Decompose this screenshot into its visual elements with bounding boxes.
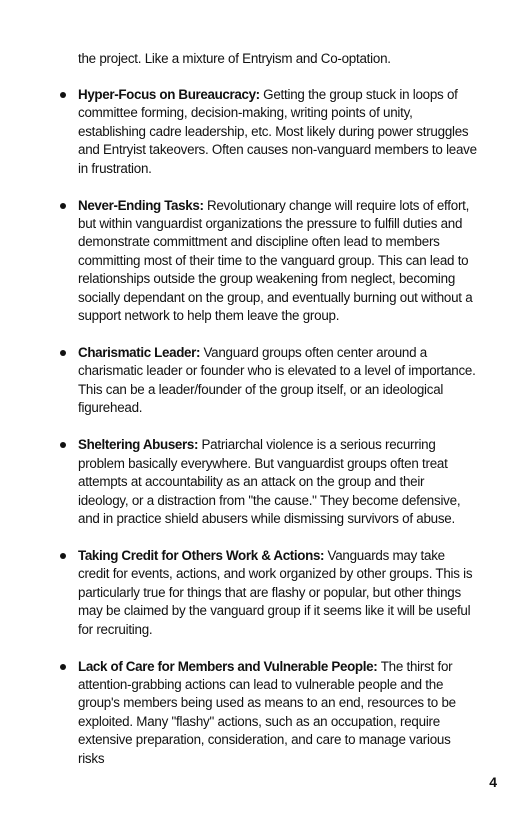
item-term: Hyper-Focus on Bureaucracy: (78, 87, 264, 102)
list-item (0, 547, 478, 639)
bullet-icon (60, 664, 66, 670)
list-item (0, 658, 478, 768)
item-text: Revolutionary change will require lots of effort, but within vanguardist organizations the pressure to fulfill duties and demonstrate committment and discipline often lead to members committing most of their time to the vanguard group. This can lead to relationships outside the group weakening from neglect, becoming socially dependant on the group, and eventually burning out without a support network to help them leave the group. (78, 197, 473, 324)
list-item (0, 86, 478, 178)
bullet-icon (60, 92, 66, 98)
item-term: Sheltering Abusers: (78, 437, 202, 453)
item-text: Vanguard groups often center around a charismatic leader or founder who is elevated to a level of importance. This can be a leader/founder of the group itself, or an ideological figurehead. (78, 345, 476, 416)
page-number: 4 (489, 774, 497, 790)
intro-paragraph: the project. Like a mixture of Entryism and Co-optation. (78, 51, 391, 66)
item-text: Vanguards may take credit for events, actions, and work organized by other groups. This is particularly true for things that are flashy or popular, but other things may be claimed by the vanguard group if it seems like it will be useful for recruiting. (78, 547, 473, 637)
item-term: Taking Credit for Others Work & Actions: (78, 547, 328, 563)
item-text: Getting the group stuck in loops of committee forming, decision-making, writing points of unity, establishing cadre leadership, etc. Most likely during power struggles and Entryist takeovers. Often causes non-vanguard members to leave in frustration. (78, 87, 477, 176)
item-term: Charismatic Leader: (78, 345, 204, 361)
bullet-icon (60, 442, 66, 448)
list-item (0, 344, 478, 418)
item-term: Never-Ending Tasks: (78, 197, 207, 213)
bullet-list (0, 86, 528, 787)
bullet-icon (60, 350, 66, 356)
item-text: The thirst for attention-grabbing actions can lead to vulnerable people and the group's members being used as means to an end, resources to be exploited. Many "flashy" actions, such as an occupation, require extensive preparation, consideration, and care to manage various risks (78, 658, 456, 766)
bullet-icon (60, 203, 66, 209)
bullet-icon (60, 553, 66, 559)
list-item (0, 197, 478, 326)
item-text: Patriarchal violence is a serious recurring problem basically everywhere. But vanguardist groups often treat attempts at accountability as an attack on the group and their ideology, or a distraction from "the cause." They become defensive, and in practice shield abusers while dismissing survivors of abuse. (78, 437, 461, 526)
item-term: Lack of Care for Members and Vulnerable People: (78, 658, 381, 674)
list-item (0, 436, 478, 528)
